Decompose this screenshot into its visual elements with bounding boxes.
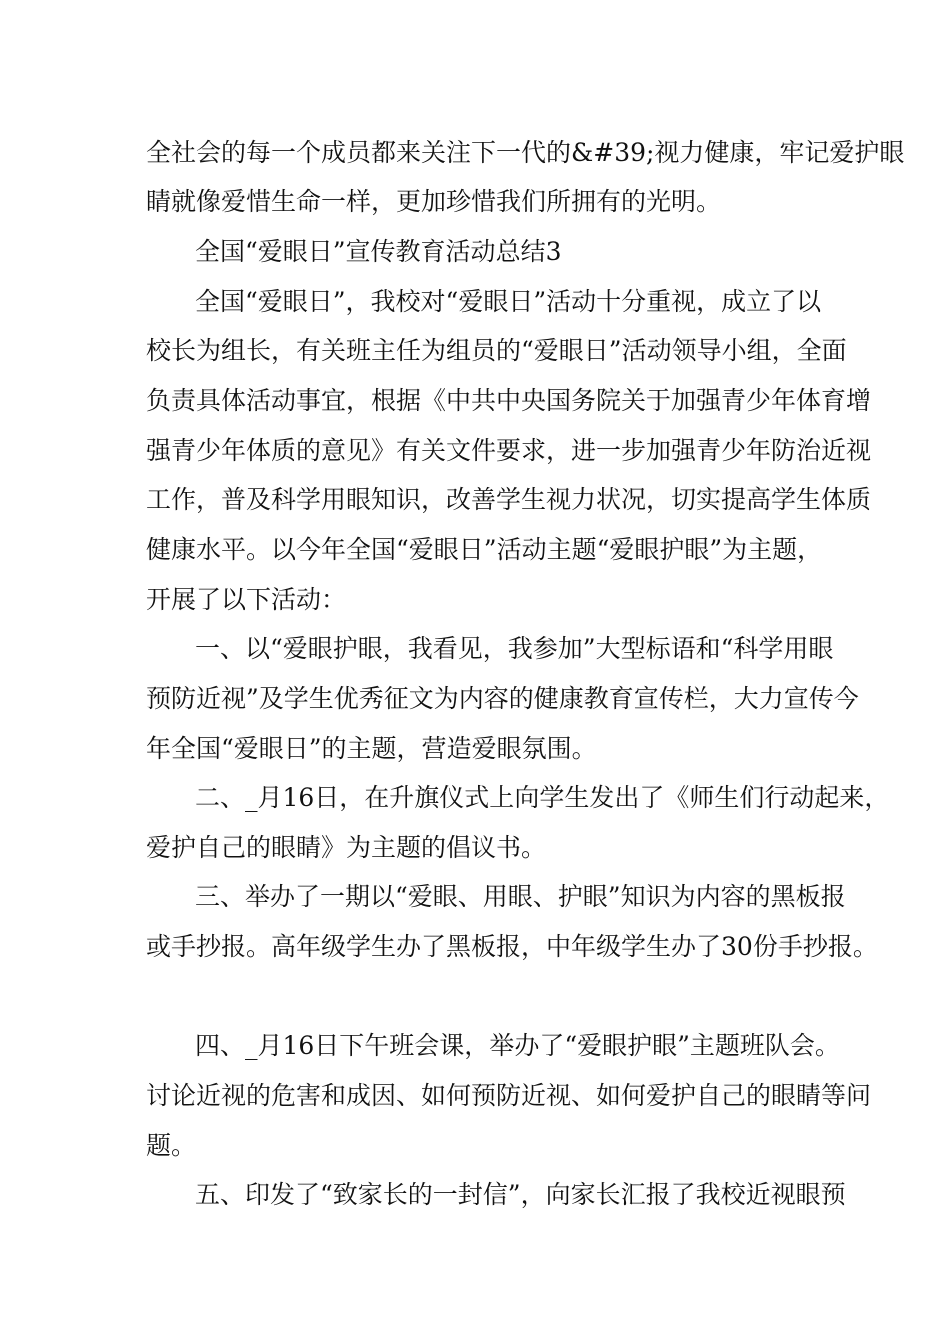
text-line: 五、印发了“致家长的一封信”，向家长汇报了我校近视眼预 — [195, 1180, 846, 1209]
text-line: 健康水平。以今年全国“爱眼日”活动主题“爱眼护眼”为主题， — [146, 535, 823, 564]
text-line: 四、_月16日下午班会课，举办了“爱眼护眼”主题班队会。 — [195, 1031, 840, 1060]
text-line: 全国“爱眼日”，我校对“爱眼日”活动十分重视，成立了以 — [195, 287, 822, 316]
text-line: 一、以“爱眼护眼，我看见，我参加”大型标语和“科学用眼 — [195, 634, 834, 663]
text-line: 年全国“爱眼日”的主题，营造爱眼氛围。 — [146, 734, 597, 763]
text-line: 三、举办了一期以“爱眼、用眼、护眼”知识为内容的黑板报 — [195, 882, 846, 911]
text-line: 题。 — [146, 1131, 197, 1160]
text-line: 强青少年体质的意见》有关文件要求，进一步加强青少年防治近视 — [146, 436, 872, 465]
text-line: 或手抄报。高年级学生办了黑板报，中年级学生办了30份手抄报。 — [146, 932, 878, 961]
text-line: 讨论近视的危害和成因、如何预防近视、如何爱护自己的眼睛等问 — [146, 1081, 872, 1110]
text-line: 睛就像爱惜生命一样，更加珍惜我们所拥有的光明。 — [146, 187, 722, 216]
text-line: 工作，普及科学用眼知识，改善学生视力状况，切实提高学生体质 — [146, 485, 872, 514]
text-line: 二、_月16日，在升旗仪式上向学生发出了《师生们行动起来， — [195, 783, 890, 812]
text-line: 校长为组长，有关班主任为组员的“爱眼日”活动领导小组，全面 — [146, 336, 847, 365]
text-line: 全社会的每一个成员都来关注下一代的&#39;视力健康，牢记爱护眼 — [146, 138, 905, 167]
text-line: 负责具体活动事宜，根据《中共中央国务院关于加强青少年体育增 — [146, 386, 872, 415]
text-line: 爱护自己的眼睛》为主题的倡议书。 — [146, 833, 547, 862]
text-line: 开展了以下活动： — [146, 585, 347, 614]
text-line: 预防近视”及学生优秀征文为内容的健康教育宣传栏，大力宣传今 — [146, 684, 859, 713]
section-heading: 全国“爱眼日”宣传教育活动总结3 — [195, 237, 562, 266]
